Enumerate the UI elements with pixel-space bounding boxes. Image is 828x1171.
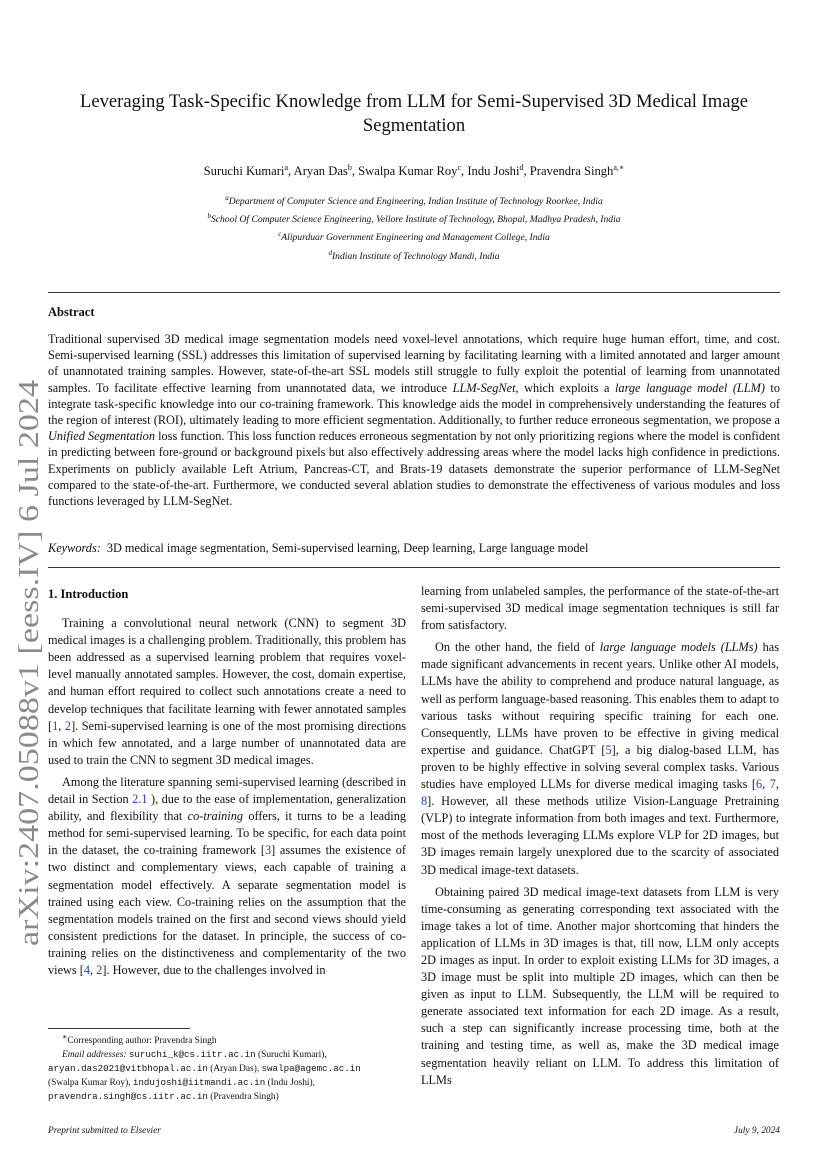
affiliation-list — [48, 191, 780, 264]
abstract-part: loss function. This loss function reduces erroneous segmentation by not only prioritizing regions where the model is confident in predicting between fore-ground or background pixels but also effectively addressing areas where the model lacks high confidence in predictions. Experiments on publicly available Left Atrium, Pancreas-CT, and Brats-19 datasets demonstrate the superior performance of LLM-SegNet compared to the state-of-the-art. Furthermore, we conducted several ablation studies to demonstrate the effectiveness of various modules and loss functions leveraged by LLM-SegNet. — [48, 429, 780, 509]
affiliation-mark: b — [207, 212, 211, 221]
footnote-divider — [48, 1028, 190, 1029]
author-mark: a — [284, 163, 288, 172]
email-line — [48, 1090, 410, 1104]
footer-submission-note: Preprint submitted to Elsevier — [48, 1126, 161, 1136]
citation-link[interactable]: 8 — [421, 794, 428, 809]
abstract-part: to integrate task-specific knowledge into our co-training framework. This knowledge aids the model in comprehensively understanding the features of the region of interest (ROI), ultimately leading to more efficient segmentation. Additionally, to further reduce erroneous segmentation, we propose a — [48, 380, 780, 428]
author-mark: a,∗ — [613, 163, 625, 172]
text-run: offers, it turns to be a leading method for semi-supervised learning. To be specific, for each data point in the dataset, the co-training framework [ — [48, 809, 406, 858]
footnote-mark: ∗ — [62, 1032, 68, 1041]
email-owner: (Suruchi Kumari), — [258, 1050, 327, 1061]
author-mark: d — [519, 163, 524, 172]
email-link[interactable]: aryan.das2021@vitbhopal.ac.in — [48, 1063, 208, 1075]
email-link[interactable]: swalpa@agemc.ac.in — [261, 1063, 361, 1075]
email-owner: (Pravendra Singh) — [210, 1092, 279, 1103]
email-owner: (Aryan Das), — [210, 1064, 260, 1075]
section-link[interactable]: 2.1 — [132, 792, 148, 807]
text-run: ]. However, all these methods utilize Vision-Language Pretraining (VLP) to integrate information from both images and text. Furthermore, most of the methods leveraging LLMs explore VLP for 2D images, but 3D images remain largely unexplored due to the scarcity of associated 3D medical image-text datasets. — [421, 794, 779, 877]
divider-middle — [48, 567, 780, 568]
text-run: On the other hand, the field of — [435, 640, 600, 655]
email-owner: (Indu Joshi), — [267, 1078, 315, 1089]
affiliation-mark: c — [278, 230, 282, 239]
email-line — [48, 1062, 410, 1076]
arxiv-side-stamp — [2, 378, 48, 950]
intro-paragraph-1 — [48, 615, 406, 769]
citation-link[interactable]: 2 — [64, 718, 72, 733]
keywords — [48, 540, 780, 556]
author-mark: c — [457, 163, 462, 172]
text-run: Among the literature spanning semi-supervised learning (described in detail in Section — [48, 774, 406, 807]
corresponding-author-note — [48, 1030, 410, 1048]
citation-link[interactable]: 6 — [756, 777, 763, 792]
author-name: Pravendra Singh — [529, 164, 614, 179]
text-run: ] assumes the existence of two distinct and complementary views, each capable of training a segmentation model effectively. A separate segmentation model is trained using each view. Co-training relies on the assumption that the segmentation models trained on the first and second views should yield consistent predictions for the dataset. In principle, the success of co-training relies on the distinctiveness and complementarity of the two views [ — [48, 843, 406, 977]
email-line — [48, 1076, 410, 1090]
intro-paragraph-2 — [48, 774, 406, 979]
author-name: Aryan Das — [293, 164, 348, 179]
text-emphasis: co-training — [187, 809, 243, 824]
text-run: ), due to the ease of implementation, generalization ability, and flexibility that — [48, 792, 406, 824]
abstract-part: Traditional supervised 3D medical image segmentation models need voxel-level annotations, which require huge human effort, time, and cost. Semi-supervised learning (SSL) addresses this limitation of supervised learning by facilitating learning with a limited annotated and larger amount of unannotated training samples. However, state-of-the-art SSL models still struggle to fully exploit the potential of learning from unannotated samples. To facilitate effective learning from unannotated data, we introduce — [48, 332, 780, 395]
author-list: Suruchi Kumari$^a$, Aryan Das$^b$, Swalpa Kumar Roy$^c$, Indu Joshi$^d$, Pravendra Singh$^{a,∗}$ — [203, 163, 625, 179]
footnote-text: Corresponding author: Pravendra Singh — [67, 1036, 217, 1047]
email-link[interactable]: pravendra.singh@cs.iitr.ac.in — [48, 1091, 208, 1103]
author-name: Swalpa Kumar Roy — [358, 164, 458, 179]
text-run: , — [58, 718, 65, 733]
arxiv-stamp-text: arXiv:2407.05088v1 [eess.IV] 6 Jul 2024 — [14, 480, 45, 946]
text-run: ]. Semi-supervised learning is one of the most promising directions in which few annotated, and a large number of unannotated data are used to train the CNN to segment 3D medical images. — [48, 718, 407, 767]
arxiv-stamp-graphic — [2, 378, 48, 950]
citation-link[interactable]: 5 — [605, 742, 612, 757]
keywords-label: Keywords: — [48, 541, 101, 555]
abstract-emphasis: large language model (LLM) — [615, 380, 765, 395]
affiliation-text: Department of Computer Science and Engineering, Indian Institute of Technology Roorkee, India — [228, 196, 603, 208]
abstract-emphasis: Unified Segmentation — [48, 429, 155, 444]
abstract-text — [48, 331, 780, 509]
title-line-2: Segmentation — [362, 115, 466, 136]
author-name: Indu Joshi — [467, 164, 520, 179]
paper-title — [48, 90, 780, 138]
text-run: has made significant advancements in recent years. Unlike other AI models, LLMs have the ability to comprehend and produce natural language, as well as perform language-based reasoning. This enables them to adapt to various tasks without requiring specific training for each one. Consequently, LLMs have proven to be effective in giving medical expertise and guidance. ChatGPT [ — [421, 640, 780, 757]
text-run: Training a convolutional neural network (CNN) to segment 3D medical images is a challenging problem. Traditionally, this problem has been addressed as a supervised learning problem that requires voxel-level manually annotated samples. However, the cost, domain expertise, and human effort required to collect such annotations create a need to develop techniques that facilitate learning with fewer annotated samples [ — [48, 616, 406, 733]
footer-date: July 9, 2024 — [733, 1126, 780, 1136]
citation-link[interactable]: 4 — [83, 962, 91, 977]
text-run: ], a big dialog-based LLM, has proven to be highly effective in solving several complex tasks. Various studies have employed LLMs for diverse medical imaging tasks [ — [421, 742, 779, 792]
abstract-emphasis: LLM-SegNet — [452, 380, 516, 395]
text-run: , — [90, 962, 97, 977]
affiliation-text: Indian Institute of Technology Mandi, India — [331, 250, 500, 262]
abstract-heading: Abstract — [48, 305, 95, 319]
affiliation — [48, 227, 780, 245]
citation-link[interactable]: 3 — [264, 843, 272, 858]
author-mark: b — [347, 163, 352, 172]
affiliation — [48, 246, 780, 264]
author-name: Suruchi Kumari — [203, 164, 285, 179]
affiliation-text: School Of Computer Science Engineering, Vellore Institute of Technology, Bhopal, Madhya Pradesh, India — [210, 214, 621, 226]
text-run: ]. However, due to the challenges involved in — [102, 962, 326, 977]
keywords-text: 3D medical image segmentation, Semi-supervised learning, Deep learning, Large language model — [106, 541, 589, 555]
email-link[interactable]: indujoshi@iitmandi.ac.in — [132, 1077, 266, 1089]
email-addresses — [48, 1048, 410, 1062]
citation-link[interactable]: 7 — [769, 777, 776, 792]
divider-top — [48, 292, 780, 293]
right-column — [421, 583, 779, 1089]
citation-link[interactable]: 2 — [96, 962, 103, 977]
footnotes — [48, 1030, 410, 1104]
affiliation — [48, 191, 780, 209]
title-line-1: Leveraging Task-Specific Knowledge from LLM for Semi-Supervised 3D Medical Image — [79, 91, 749, 112]
intro-paragraph-continued: learning from unlabeled samples, the performance of the state-of-the-art semi-supervised 3D medical image segmentation techniques is still far from satisfactory. — [421, 584, 779, 633]
affiliation-text: Alipurduar Government Engineering and Management College, India — [281, 232, 550, 244]
intro-paragraph-4: Obtaining paired 3D medical image-text datasets from LLM is very time-consuming as generating corresponding text associated with the image takes a lot of time. Another major shortcoming that hinders the application of LLMs in 3D images is that, till now, LLM only accepts 2D images as input. In order to exploit existing LLMs for 3D images, a 3D image must be split into multiple 2D images, which can then be given as input to LLM. Subsequently, the LLM will be required to generate associated text information for each 2D image. As a result, such a step can significantly increase processing time, both at the training and testing time, as well as, make the 3D medical image segmentation heavily reliant on LLM. To address this limitation of LLMs — [421, 884, 779, 1087]
affiliation-mark: d — [328, 248, 332, 257]
affiliation-mark: a — [225, 194, 229, 202]
text-emphasis: large language models (LLMs) — [599, 640, 758, 655]
email-label: Email addresses: — [62, 1050, 127, 1061]
affiliation — [48, 209, 780, 227]
section-heading: 1. Introduction — [48, 587, 129, 601]
abstract-part: , which exploits a — [515, 380, 616, 395]
email-owner: (Swalpa Kumar Roy), — [48, 1078, 131, 1089]
email-link[interactable]: suruchi_k@cs.iitr.ac.in — [128, 1049, 256, 1061]
left-column — [48, 586, 406, 979]
citation-link[interactable]: 1 — [52, 718, 59, 733]
intro-paragraph-3: On the other hand, the field of large language models (LLMs) has made significant advancements in recent years. Unlike other AI models, LLMs have the ability to comprehend and produce natural language, as well as perform language-based reasoning. This enables them to adapt to various tasks without requiring specific training for each one. Consequently, LLMs have proven to be effective in giving medical expertise and guidance. ChatGPT [5], a big dialog-based LLM, has proven to be highly effective in solving several complex tasks. Various studies have employed LLMs for diverse medical imaging tasks [6, 7, 8]. However, all these methods utilize Vision-Language Pretraining (VLP) to integrate information from both images and text. Furthermore, most of the methods leveraging LLMs explore VLP for 2D images, but 3D images remain largely unexplored due to the scarcity of associated 3D medical image-text datasets. — [421, 640, 780, 877]
